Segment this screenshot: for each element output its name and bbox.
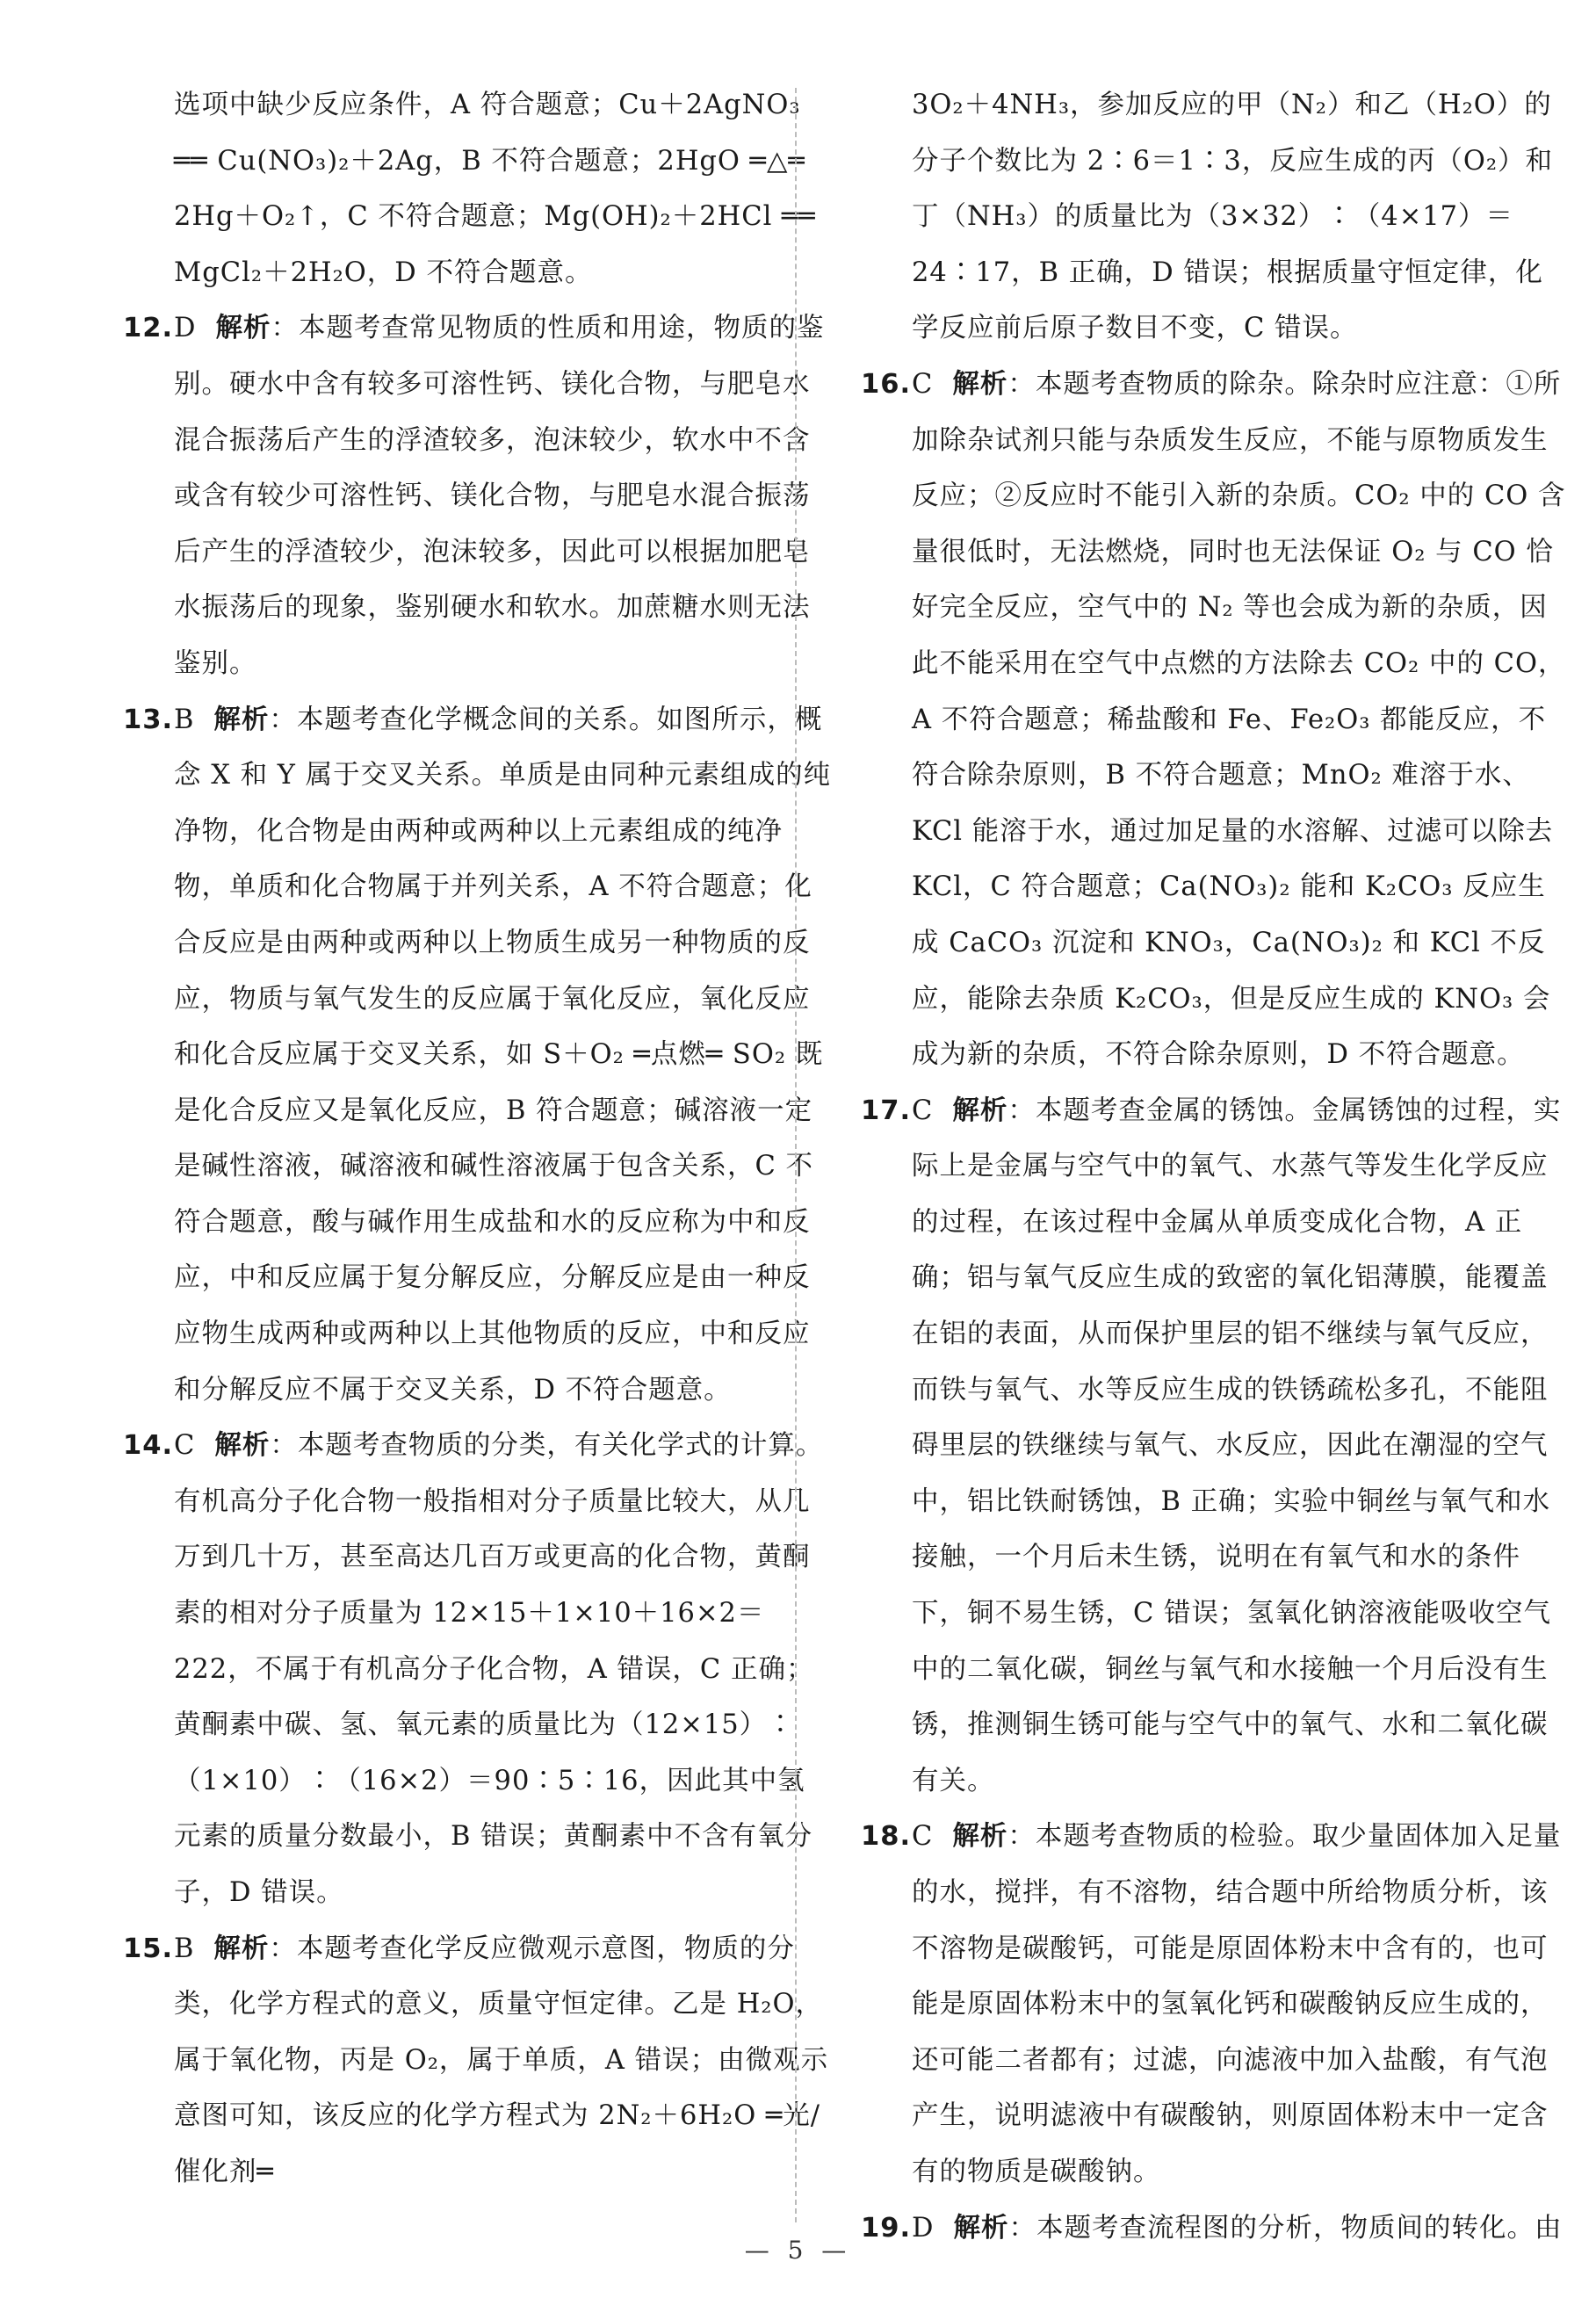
answer-letter: B: [174, 1933, 195, 1964]
question-number: 12.: [123, 313, 174, 344]
answer-item-13: [123, 692, 833, 1419]
answer-letter: C: [912, 1095, 934, 1126]
continued-paragraph: 3O₂＋4NH₃，参加反应的甲（N₂）和乙（H₂O）的分子个数比为 2∶6＝1∶3，反应生成的丙（O₂）和丁（NH₃）的质量比为（3×32）∶（4×17）＝24∶17，B 正确，D 错误；根据质量守恒定律，化学反应前后原子数目不变，C 错误。: [912, 90, 1554, 344]
question-number: 13.: [123, 704, 174, 735]
page-number: — 5 —: [744, 2236, 852, 2265]
answer-item-18: [861, 1809, 1571, 2200]
left-column: [123, 77, 833, 2200]
question-number: 15.: [123, 1933, 174, 1964]
analysis-text: ：本题考查流程图的分析，物质间的转化。由: [1008, 2212, 1563, 2244]
analysis-tag: 解析: [213, 1933, 270, 1964]
question-number: 18.: [861, 1821, 912, 1853]
answer-letter: D: [174, 313, 197, 344]
answer-item-16: [861, 357, 1571, 1083]
answer-letter: C: [912, 1821, 934, 1853]
analysis-tag: 解析: [952, 1821, 1008, 1853]
answer-letter: D: [912, 2212, 935, 2244]
question-number: 17.: [861, 1095, 912, 1126]
answer-item-14: [123, 1418, 833, 1920]
answer-letter: C: [912, 368, 934, 400]
analysis-text: ：本题考查物质的除杂。除杂时应注意：①所加除杂试剂只能与杂质发生反应，不能与原物质发生反应；②反应时不能引入新的杂质。CO₂ 中的 CO 含量很低时，无法燃烧，同时也无法保证 O₂ 与 CO 恰好完全反应，空气中的 N₂ 等也会成为新的杂质，因此不能采用在空气中点燃的方法除去 CO₂ 中的 CO，A 不符合题意；稀盐酸和 Fe、Fe₂O₃ 都能反应，不符合除杂原则，B 不符合题意；MnO₂ 难溶于水、KCl 能溶于水，通过加足量的水溶解、过滤可以除去 KCl，C 符合题意；Ca(NO₃)₂ 能和 K₂CO₃ 反应生成 CaCO₃ 沉淀和 KNO₃，Ca(NO₃)₂ 和 KCl 不反应，能除去杂质 K₂CO₃，但是反应生成的 KNO₃ 会成为新的杂质，不符合除杂原则，D 不符合题意。: [912, 368, 1566, 1071]
column-divider: [795, 88, 797, 2222]
analysis-tag: 解析: [952, 1095, 1008, 1126]
answer-letter: C: [174, 1430, 196, 1462]
analysis-text: ：本题考查常见物质的性质和用途，物质的鉴别。硬水中含有较多可溶性钙、镁化合物，与肥皂水混合振荡后产生的浮渣较多，泡沫较少，软水中不含或含有较少可溶性钙、镁化合物，与肥皂水混合振荡后产生的浮渣较少，泡沫较多，因此可以根据加肥皂水振荡后的现象，鉴别硬水和软水。加蔗糖水则无法鉴别。: [174, 313, 825, 679]
continued-paragraph: 选项中缺少反应条件，A 符合题意；Cu＋2AgNO₃ ══ Cu(NO₃)₂＋2Ag，B 不符合题意；2HgO ═△═ 2Hg＋O₂↑，C 不符合题意；Mg(OH)₂＋2HCl ══ MgCl₂＋2H₂O，D 不符合题意。: [174, 90, 816, 288]
analysis-tag: 解析: [214, 1430, 271, 1462]
analysis-tag: 解析: [953, 2212, 1009, 2244]
analysis-text: ：本题考查化学反应微观示意图，物质的分类，化学方程式的意义，质量守恒定律。乙是 H₂O，属于氧化物，丙是 O₂，属于单质，A 错误；由微观示意图可知，该反应的化学方程式为 2N₂＋6H₂O ═光/催化剂═: [174, 1933, 829, 2187]
answer-item-12: [123, 300, 833, 691]
question-number: 14.: [123, 1430, 174, 1462]
analysis-text: ：本题考查化学概念间的关系。如图所示，概念 X 和 Y 属于交叉关系。单质是由同种元素组成的纯净物，化合物是由两种或两种以上元素组成的纯净物，单质和化合物属于并列关系，A 不符合题意；化合反应是由两种或两种以上物质生成另一种物质的反应，物质与氧气发生的反应属于氧化反应，氧化反应和化合反应属于交叉关系，如 S＋O₂ ═点燃═ SO₂ 既是化合反应又是氧化反应，B 符合题意；碱溶液一定是碱性溶液，碱溶液和碱性溶液属于包含关系，C 不符合题意，酸与碱作用生成盐和水的反应称为中和反应，中和反应属于复分解反应，分解反应是由一种反应物生成两种或两种以上其他物质的反应，中和反应和分解反应不属于交叉关系，D 不符合题意。: [174, 704, 832, 1406]
analysis-text: ：本题考查金属的锈蚀。金属锈蚀的过程，实际上是金属与空气中的氧气、水蒸气等发生化学反应的过程，在该过程中金属从单质变成化合物，A 正确；铝与氧气反应生成的致密的氧化铝薄膜，能覆盖在铝的表面，从而保护里层的铝不继续与氧气反应，而铁与氧气、水等反应生成的铁锈疏松多孔，不能阻碍里层的铁继续与氧气、水反应，因此在潮湿的空气中，铝比铁耐锈蚀，B 正确；实验中铜丝与氧气和水接触，一个月后未生锈，说明在有氧气和水的条件下，铜不易生锈，C 错误；氢氧化钠溶液能吸收空气中的二氧化碳，铜丝与氧气和水接触一个月后没有生锈，推测铜生锈可能与空气中的氧气、水和二氧化碳有关。: [912, 1095, 1562, 1796]
analysis-text: ：本题考查物质的检验。取少量固体加入足量的水，搅拌，有不溶物，结合题中所给物质分析，该不溶物是碳酸钙，可能是原固体粉末中含有的，也可能是原固体粉末中的氢氧化钙和碳酸钠反应生成的，还可能二者都有；过滤，向滤液中加入盐酸，有气泡产生，说明滤液中有碳酸钠，则原固体粉末中一定含有的物质是碳酸钠。: [912, 1821, 1562, 2187]
analysis-tag: 解析: [952, 368, 1008, 400]
answer-item-17: [861, 1083, 1571, 1810]
answer-item-15: [123, 1921, 833, 2200]
answer-letter: B: [174, 704, 195, 735]
analysis-tag: 解析: [215, 313, 271, 344]
analysis-tag: 解析: [213, 704, 270, 735]
analysis-text: ：本题考查物质的分类，有关化学式的计算。有机高分子化合物一般指相对分子质量比较大，从几万到几十万，甚至高达几百万或更高的化合物，黄酮素的相对分子质量为 12×15＋1×10＋16×2＝222，不属于有机高分子化合物，A 错误，C 正确；黄酮素中碳、氢、氧元素的质量比为（12×15）∶（1×10）∶（16×2）＝90∶5∶16，因此其中氢元素的质量分数最小，B 错误；黄酮素中不含有氧分子，D 错误。: [174, 1430, 824, 1908]
right-column: [861, 77, 1571, 2256]
question-number: 19.: [861, 2212, 912, 2244]
question-number: 16.: [861, 368, 912, 400]
